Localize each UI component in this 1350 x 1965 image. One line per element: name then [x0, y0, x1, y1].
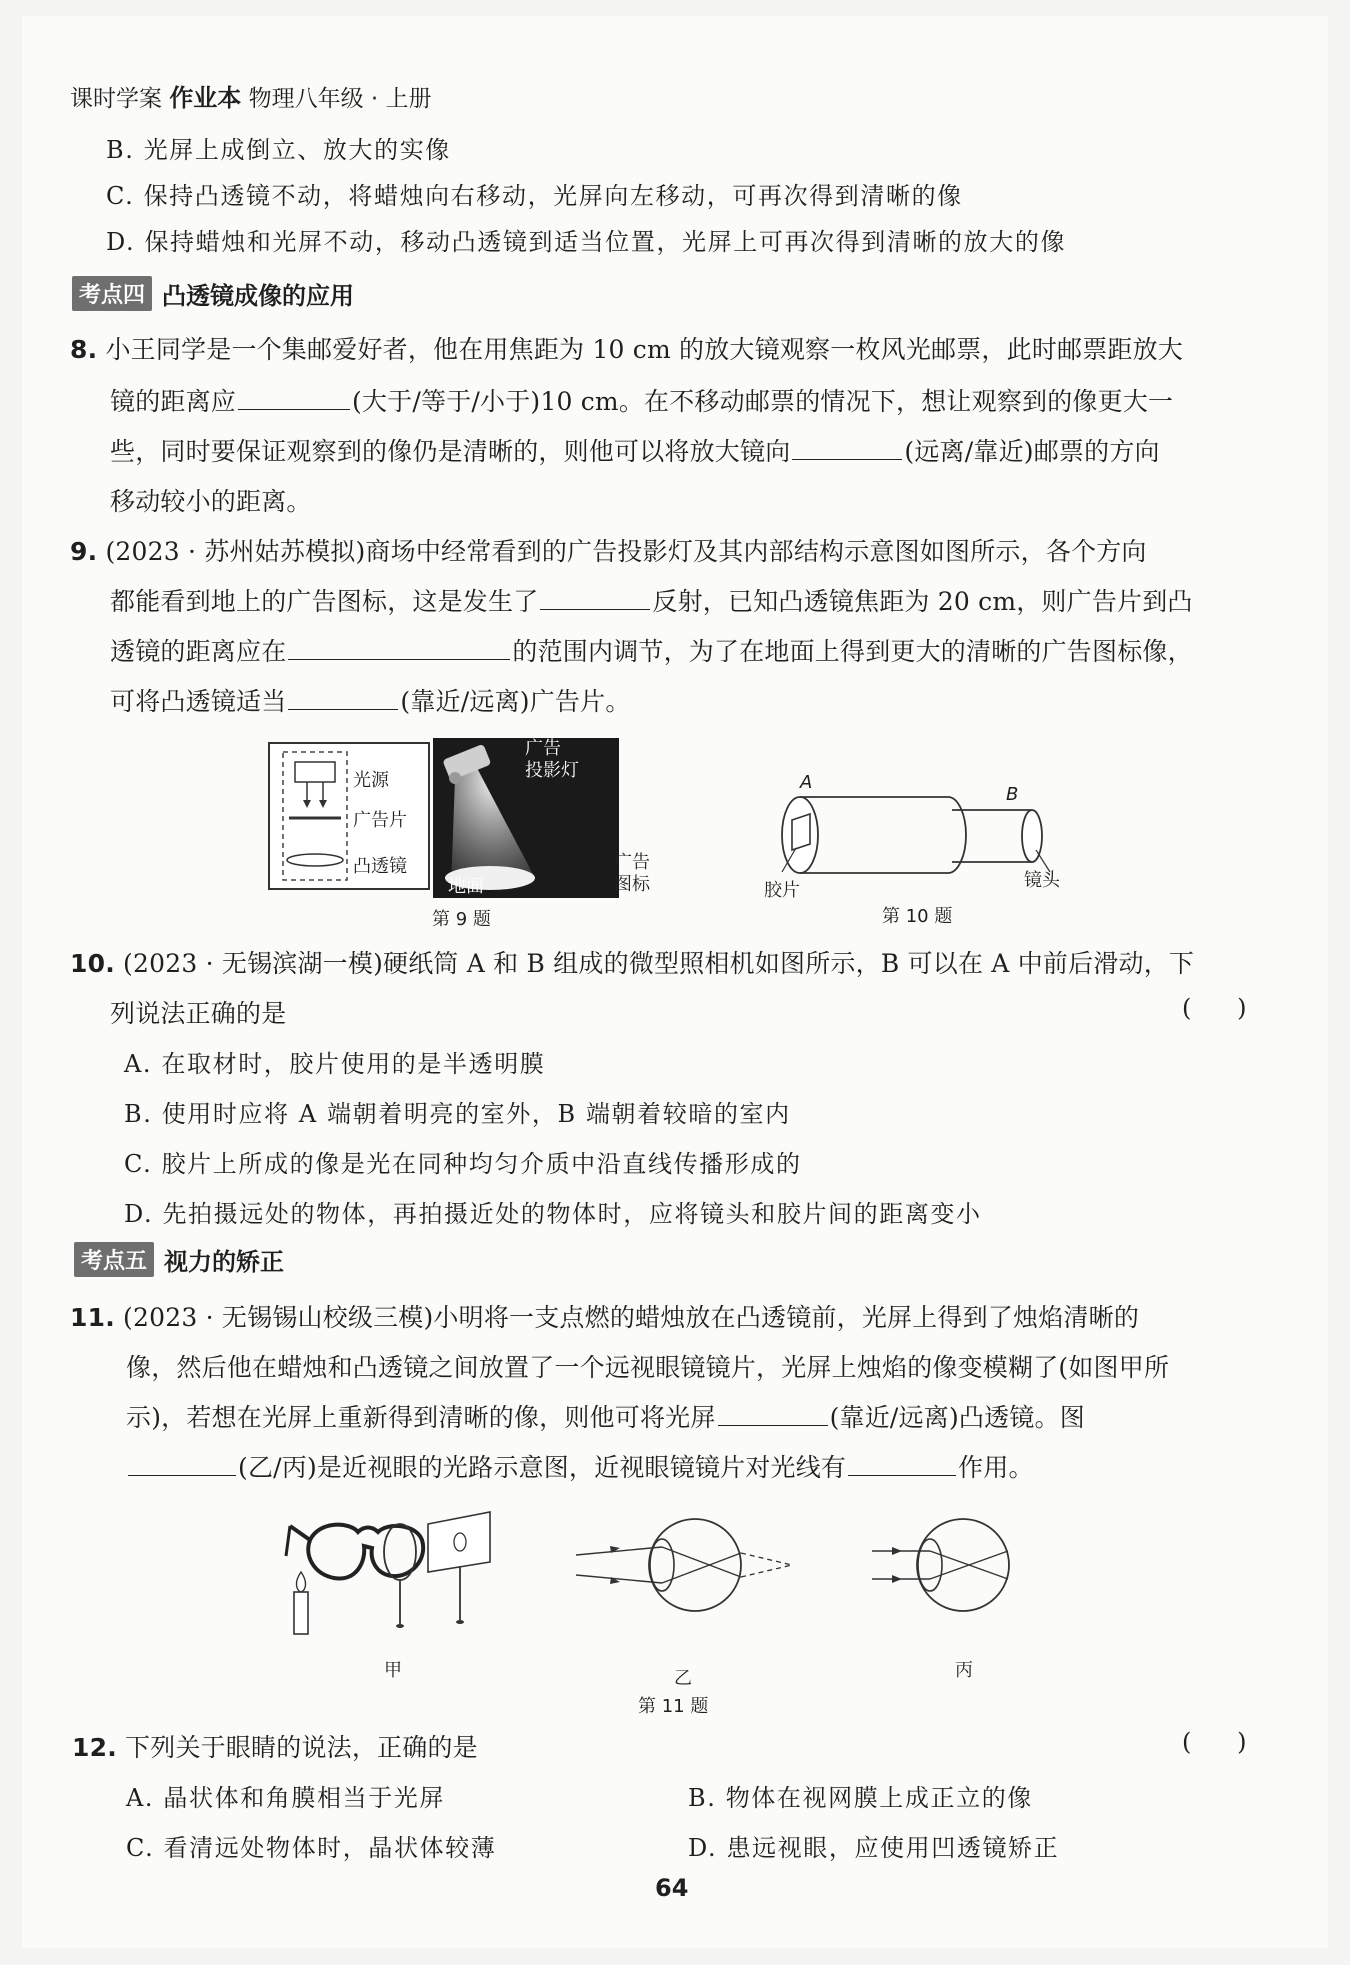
q9-number: 9. [70, 537, 98, 566]
fig11-bing-diagram [868, 1515, 1068, 1615]
section-5-title: 视力的矫正 [164, 1248, 285, 1276]
q8-line-4: 移动较小的距离。 [110, 487, 312, 516]
q8-text-2a: 镜的距离应 [110, 387, 237, 416]
fig10-label-lens-head: 镜头 [1024, 870, 1060, 891]
q11-text-4a: (乙/丙)是近视眼的光路示意图，近视眼镜镜片对光线有 [238, 1453, 847, 1482]
q11-blank-1[interactable] [718, 1403, 828, 1426]
q9-line-4 [110, 682, 631, 718]
q11-blank-2[interactable] [128, 1453, 236, 1476]
q11-line-2: 像，然后他在蜡烛和凸透镜之间放置了一个远视眼镜镜片，光屏上烛焰的像变模糊了(如图甲所 [126, 1353, 1170, 1382]
q11-line-1 [70, 1298, 1139, 1334]
q11-text-4b: 作用。 [958, 1453, 1034, 1482]
section-4-title: 凸透镜成像的应用 [162, 282, 355, 310]
q8-text-3a: 些，同时要保证观察到的像仍是清晰的，则他可以将放大镜向 [110, 437, 791, 466]
q12-stem: 下列关于眼睛的说法，正确的是 [125, 1733, 478, 1762]
q11-text-3b: (靠近/远离)凸透镜。图 [829, 1403, 1085, 1432]
q8-line-3 [110, 432, 1160, 468]
fig10-label-a: A [800, 772, 813, 793]
q10-answer-bracket[interactable]: ( ) [1182, 994, 1247, 1022]
q9-blank-3[interactable] [288, 687, 398, 710]
q12-number: 12. [72, 1733, 117, 1762]
fig9-label-projector [525, 738, 579, 782]
fig11-label-jia: 甲 [384, 1660, 402, 1681]
q11-text-1: (2023 · 无锡锡山校级三模)小明将一支点燃的蜡烛放在凸透镜前，光屏上得到了烛焰清晰的 [123, 1303, 1140, 1332]
q8-text-1: 小王同学是一个集邮爱好者，他在用焦距为 10 cm 的放大镜观察一枚风光邮票，此时邮票距放大 [105, 335, 1184, 364]
fig9-label-ground: 地面 [448, 876, 484, 897]
q9-line-2 [110, 582, 1193, 618]
q8-line-2 [110, 382, 1173, 418]
q9-line-3 [110, 632, 1193, 668]
fig9-label-ad-icon [614, 852, 650, 896]
q10-option-a: A. 在取材时，胶片使用的是半透明膜 [124, 1050, 546, 1078]
fig11-yi-diagram [570, 1515, 810, 1615]
q10-option-b: B. 使用时应将 A 端朝着明亮的室外，B 端朝着较暗的室内 [124, 1100, 791, 1128]
running-header [70, 78, 432, 113]
fig9-projector-line-1: 广告 [525, 738, 561, 759]
fig11-jia-diagram [280, 1500, 510, 1640]
series-name: 课时学案 [70, 86, 162, 112]
q11-number: 11. [70, 1303, 115, 1332]
q7-option-c: C. 保持凸透镜不动，将蜡烛向右移动，光屏向左移动，可再次得到清晰的像 [106, 182, 963, 210]
fig9-ad-icon-line-2: 图标 [614, 874, 650, 895]
subject-name: 物理八年级 · 上册 [248, 86, 432, 112]
q12-option-c: C. 看清远处物体时，晶状体较薄 [126, 1834, 497, 1862]
fig9-label-light-source: 光源 [353, 770, 389, 791]
book-name: 作业本 [169, 84, 242, 112]
q10-option-d: D. 先拍摄远处的物体，再拍摄近处的物体时，应将镜头和胶片间的距离变小 [124, 1200, 982, 1228]
q9-text-3a: 透镜的距离应在 [110, 637, 287, 666]
q11-line-4 [126, 1448, 1034, 1484]
q9-text-3b: 的范围内调节，为了在地面上得到更大的清晰的广告图标像， [512, 637, 1193, 666]
figure-9-caption: 第 9 题 [432, 909, 491, 930]
figure-11-caption: 第 11 题 [638, 1696, 709, 1717]
q9-blank-2[interactable] [288, 637, 510, 660]
q9-text-1: (2023 · 苏州姑苏模拟)商场中经常看到的广告投影灯及其内部结构示意图如图所示，各个方向 [105, 537, 1147, 566]
q12-option-d: D. 患远视眼，应使用凹透镜矫正 [688, 1834, 1060, 1862]
section-5-heading [74, 1242, 284, 1277]
q12-line-1 [72, 1728, 478, 1764]
fig11-label-yi: 乙 [674, 1668, 692, 1689]
q11-text-3a: 示)，若想在光屏上重新得到清晰的像，则他可将光屏 [126, 1403, 716, 1432]
section-4-heading [72, 276, 354, 311]
q9-text-4a: 可将凸透镜适当 [110, 687, 287, 716]
fig11-label-bing: 丙 [955, 1660, 973, 1681]
section-5-tag: 考点五 [74, 1242, 154, 1277]
q8-blank-2[interactable] [792, 437, 902, 460]
fig9-ad-icon-line-1: 广告 [614, 852, 650, 873]
q8-number: 8. [70, 335, 98, 364]
q12-option-b: B. 物体在视网膜上成正立的像 [688, 1784, 1033, 1812]
page-number: 64 [655, 1874, 689, 1902]
q7-option-d: D. 保持蜡烛和光屏不动，移动凸透镜到适当位置，光屏上可再次得到清晰的放大的像 [106, 228, 1067, 256]
q12-answer-bracket[interactable]: ( ) [1182, 1728, 1247, 1756]
q8-line-1 [70, 330, 1183, 366]
fig10-label-b: B [1006, 784, 1019, 805]
fig9-label-ad-film: 广告片 [353, 810, 407, 831]
q7-option-b: B. 光屏上成倒立、放大的实像 [106, 136, 451, 164]
q9-text-4b: (靠近/远离)广告片。 [400, 687, 631, 716]
q8-text-3b: (远离/靠近)邮票的方向 [904, 437, 1160, 466]
fig10-label-film: 胶片 [764, 880, 800, 901]
q12-option-a: A. 晶状体和角膜相当于光屏 [126, 1784, 445, 1812]
fig9-label-lens: 凸透镜 [353, 856, 407, 877]
fig9-projector-line-2: 投影灯 [525, 760, 579, 781]
q10-line-1 [70, 944, 1194, 980]
section-4-tag: 考点四 [72, 276, 152, 311]
q10-line-2: 列说法正确的是 [110, 999, 287, 1028]
q8-text-2b: (大于/等于/小于)10 cm。在不移动邮票的情况下，想让观察到的像更大一 [352, 387, 1174, 416]
q11-line-3 [126, 1398, 1085, 1434]
q10-number: 10. [70, 949, 115, 978]
q9-text-2b: 反射，已知凸透镜焦距为 20 cm，则广告片到凸 [652, 587, 1193, 616]
q9-line-1 [70, 532, 1147, 568]
figure-10-caption: 第 10 题 [882, 906, 953, 927]
q8-blank-1[interactable] [238, 387, 350, 410]
q9-blank-1[interactable] [540, 587, 650, 610]
q9-text-2a: 都能看到地上的广告图标，这是发生了 [110, 587, 539, 616]
q11-blank-3[interactable] [848, 1453, 956, 1476]
q10-text-1: (2023 · 无锡滨湖一模)硬纸筒 A 和 B 组成的微型照相机如图所示，B 可以在 A 中前后滑动，下 [123, 949, 1195, 978]
q10-option-c: C. 胶片上所成的像是光在同种均匀介质中沿直线传播形成的 [124, 1150, 802, 1178]
